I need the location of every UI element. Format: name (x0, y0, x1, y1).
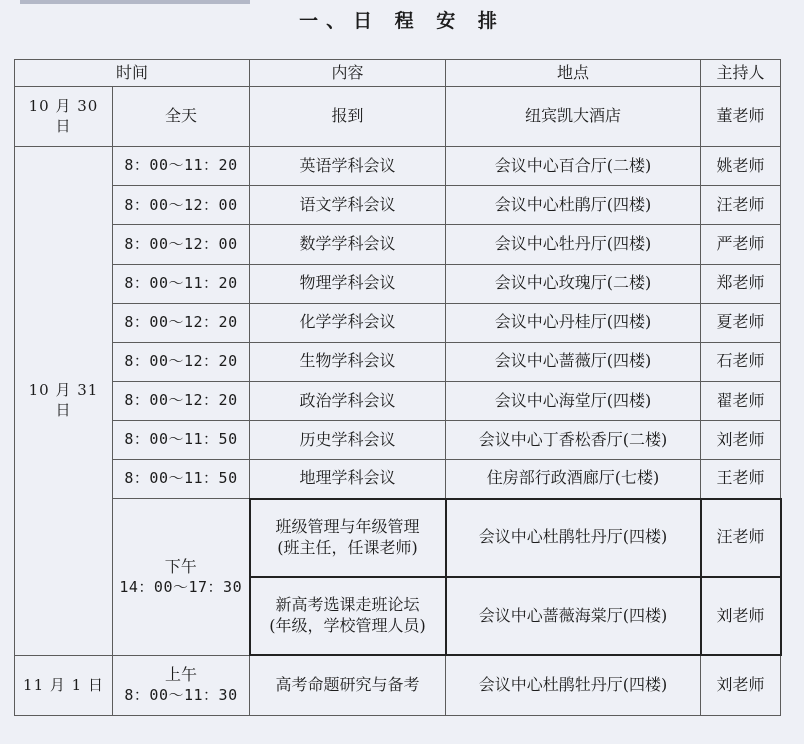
location-cell: 会议中心百合厅(二楼) (446, 147, 701, 186)
header-content: 内容 (250, 60, 446, 87)
host-cell: 刘老师 (701, 577, 781, 655)
location-cell: 会议中心丹桂厅(四楼) (446, 303, 701, 342)
header-host: 主持人 (701, 60, 781, 87)
content-line: 班级管理与年级管理 (275, 516, 420, 536)
location-cell: 会议中心蔷薇厅(四楼) (446, 342, 701, 381)
date-cell: 10 月 30 日 (15, 87, 113, 147)
content-line: (班主任，任课老师) (277, 537, 418, 557)
location-cell: 会议中心丁香松香厅(二楼) (446, 420, 701, 459)
host-cell: 翟老师 (701, 381, 781, 420)
location-cell: 会议中心玫瑰厅(二楼) (446, 264, 701, 303)
table-row (15, 264, 781, 303)
content-cell: 生物学科会议 (250, 342, 446, 381)
content-cell: 报到 (250, 87, 446, 147)
cropped-text-fragment (20, 0, 250, 4)
header-location: 地点 (446, 60, 701, 87)
table-row (15, 460, 781, 499)
afternoon-time-cell (113, 499, 250, 655)
location-cell: 会议中心蔷薇海棠厅(四楼) (446, 577, 701, 655)
table-row (15, 147, 781, 186)
time-cell (113, 655, 250, 715)
table-row (15, 381, 781, 420)
content-cell: 化学学科会议 (250, 303, 446, 342)
content-cell: 英语学科会议 (250, 147, 446, 186)
time-cell: 8：00～12：00 (113, 186, 250, 225)
content-cell: 历史学科会议 (250, 420, 446, 459)
location-cell: 会议中心杜鹃牡丹厅(四楼) (446, 655, 701, 715)
time-cell: 8：00～12：20 (113, 303, 250, 342)
header-row (15, 60, 781, 87)
location-cell: 会议中心牡丹厅(四楼) (446, 225, 701, 264)
table-row (15, 186, 781, 225)
date-cell: 10 月 31 日 (15, 147, 113, 655)
host-cell: 汪老师 (701, 499, 781, 577)
content-cell (250, 577, 446, 655)
afternoon-time: 14：00～17：30 (119, 577, 243, 596)
content-cell: 物理学科会议 (250, 264, 446, 303)
afternoon-label: 下午 (164, 556, 197, 576)
host-cell: 王老师 (701, 460, 781, 499)
header-time: 时间 (15, 60, 250, 87)
schedule-table (14, 59, 782, 716)
content-cell: 高考命题研究与备考 (250, 655, 446, 715)
host-cell: 夏老师 (701, 303, 781, 342)
table-row (15, 420, 781, 459)
time-cell: 8：00～11：20 (113, 147, 250, 186)
table-row (15, 342, 781, 381)
content-cell: 地理学科会议 (250, 460, 446, 499)
host-cell: 石老师 (701, 342, 781, 381)
date-cell: 11 月 1 日 (15, 655, 113, 715)
time-cell: 8：00～11：50 (113, 460, 250, 499)
time-cell: 8：00～12：00 (113, 225, 250, 264)
table-row (15, 225, 781, 264)
content-cell: 政治学科会议 (250, 381, 446, 420)
morning-time: 8：00～11：30 (124, 685, 238, 704)
content-cell: 数学学科会议 (250, 225, 446, 264)
time-cell: 8：00～11：50 (113, 420, 250, 459)
table-row (15, 303, 781, 342)
host-cell: 汪老师 (701, 186, 781, 225)
section-title: 一、日 程 安 排 (299, 10, 505, 32)
time-cell: 8：00～12：20 (113, 381, 250, 420)
content-cell (250, 499, 446, 577)
location-cell: 会议中心杜鹃牡丹厅(四楼) (446, 499, 701, 577)
time-cell: 8：00～12：20 (113, 342, 250, 381)
content-line: 新高考选课走班论坛 (275, 595, 420, 615)
content-line: (年级，学校管理人员) (269, 616, 426, 636)
table-row (15, 87, 781, 147)
host-cell: 董老师 (701, 87, 781, 147)
morning-label: 上午 (165, 665, 198, 685)
host-cell: 刘老师 (701, 655, 781, 715)
location-cell: 会议中心杜鹃厅(四楼) (446, 186, 701, 225)
location-cell: 住房部行政酒廊厅(七楼) (446, 460, 701, 499)
table-row (15, 655, 781, 715)
host-cell: 姚老师 (701, 147, 781, 186)
host-cell: 刘老师 (701, 420, 781, 459)
location-cell: 会议中心海堂厅(四楼) (446, 381, 701, 420)
content-cell: 语文学科会议 (250, 186, 446, 225)
time-cell: 全天 (113, 87, 250, 147)
table-row (15, 499, 781, 577)
host-cell: 郑老师 (701, 264, 781, 303)
location-cell: 纽宾凯大酒店 (446, 87, 701, 147)
time-cell: 8：00～11：20 (113, 264, 250, 303)
host-cell: 严老师 (701, 225, 781, 264)
